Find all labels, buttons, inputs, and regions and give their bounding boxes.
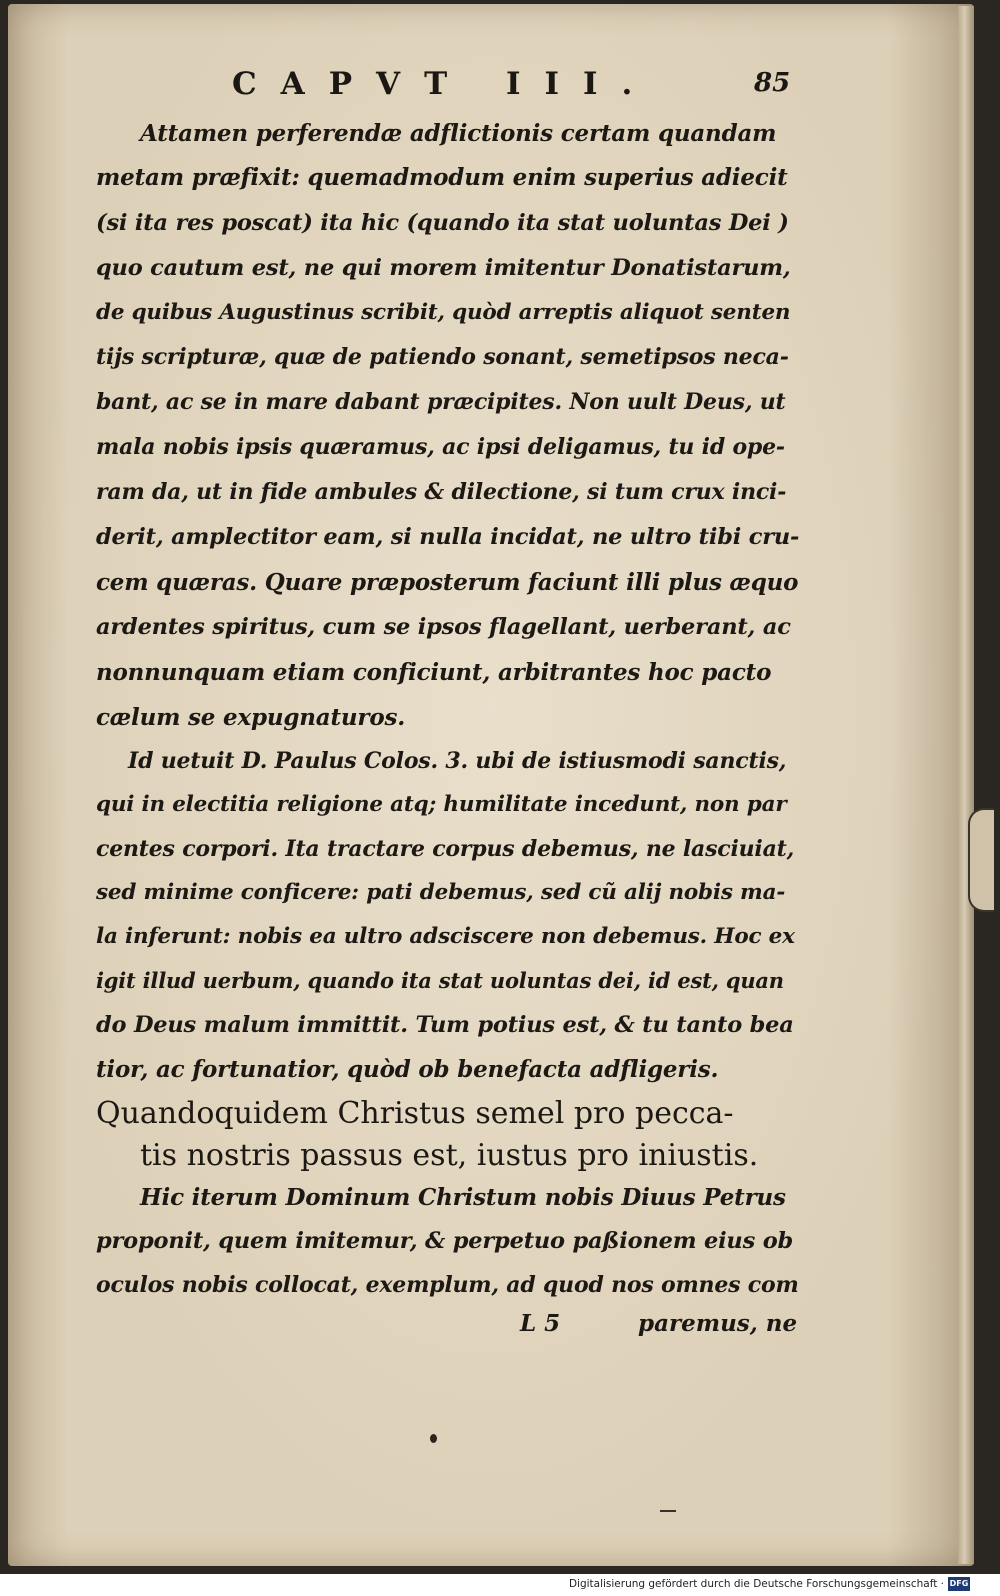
scripture-line: Quandoquidem Christus semel pro pecca- — [96, 1096, 734, 1131]
scripture-line: tis nostris passus est, iustus pro iniustis. — [140, 1138, 759, 1173]
text-line: centes corpori. Ita tractare corpus debemus, ne lasciuiat, — [96, 836, 795, 862]
text-line: derit, amplectitor eam, si nulla incidat, ne ultro tibi cru- — [96, 524, 800, 550]
text-line: Hic iterum Dominum Christum nobis Diuus Petrus — [140, 1184, 786, 1211]
text-line: proponit, quem imitemur, & perpetuo paßionem eius ob — [96, 1228, 794, 1254]
signature-mark: L 5 — [520, 1310, 561, 1337]
text-line: la inferunt: nobis ea ultro adsciscere non debemus. Hoc ex — [96, 924, 795, 949]
text-line: do Deus malum immittit. Tum potius est, & tu tanto bea — [96, 1012, 794, 1038]
dfg-logo: DFG — [948, 1577, 970, 1591]
running-head: CAPVT III. — [232, 66, 657, 102]
text-line: bant, ac se in mare dabant præcipites. Non uult Deus, ut — [96, 389, 786, 415]
text-line: metam præfixit: quemadmodum enim superius adiecit — [96, 164, 788, 191]
funding-credit: Digitalisierung gefördert durch die Deutsche Forschungsgemeinschaft · — [568, 1578, 944, 1590]
text-line: ardentes spiritus, cum se ipsos flagellant, uerberant, ac — [96, 614, 791, 640]
text-line: tijs scripturæ, quæ de patiendo sonant, semetipsos neca- — [96, 344, 789, 370]
page-number: 85 — [754, 68, 791, 98]
text-line: tior, ac fortunatior, quòd ob benefacta adfligeris. — [96, 1056, 719, 1083]
text-line: Id uetuit D. Paulus Colos. 3. ubi de istiusmodi sanctis, — [128, 748, 787, 774]
text-line: quo cautum est, ne qui morem imitentur Donatistarum, — [96, 255, 791, 281]
text-line: (si ita res poscat) ita hic (quando ita stat uoluntas Dei ) — [96, 210, 789, 236]
text-line: cem quæras. Quare præposterum faciunt illi plus æquo — [96, 569, 799, 596]
text-line: nonnunquam etiam conficiunt, arbitrantes hoc pacto — [96, 659, 772, 686]
ink-spot — [430, 1434, 437, 1443]
text-line: mala nobis ipsis quæramus, ac ipsi deligamus, tu id ope- — [96, 434, 785, 460]
ink-mark — [660, 1510, 676, 1512]
text-line: igit illud uerbum, quando ita stat uoluntas dei, id est, quan — [96, 968, 784, 993]
text-line: Attamen perferendæ adflictionis certam quandam — [140, 120, 777, 147]
footer-bar — [0, 1574, 1000, 1596]
text-line: ram da, ut in fide ambules & dilectione, si tum crux inci- — [96, 479, 787, 505]
text-line: sed minime conficere: pati debemus, sed cũ alij nobis ma- — [96, 880, 786, 905]
text-line: de quibus Augustinus scribit, quòd arreptis aliquot senten — [96, 300, 791, 325]
text-line: qui in electitia religione atq; humilitate incedunt, non par — [96, 792, 787, 817]
catchword: paremus, ne — [638, 1310, 798, 1337]
text-line: oculos nobis collocat, exemplum, ad quod nos omnes com — [96, 1272, 799, 1298]
text-line: cælum se expugnaturos. — [96, 704, 406, 731]
